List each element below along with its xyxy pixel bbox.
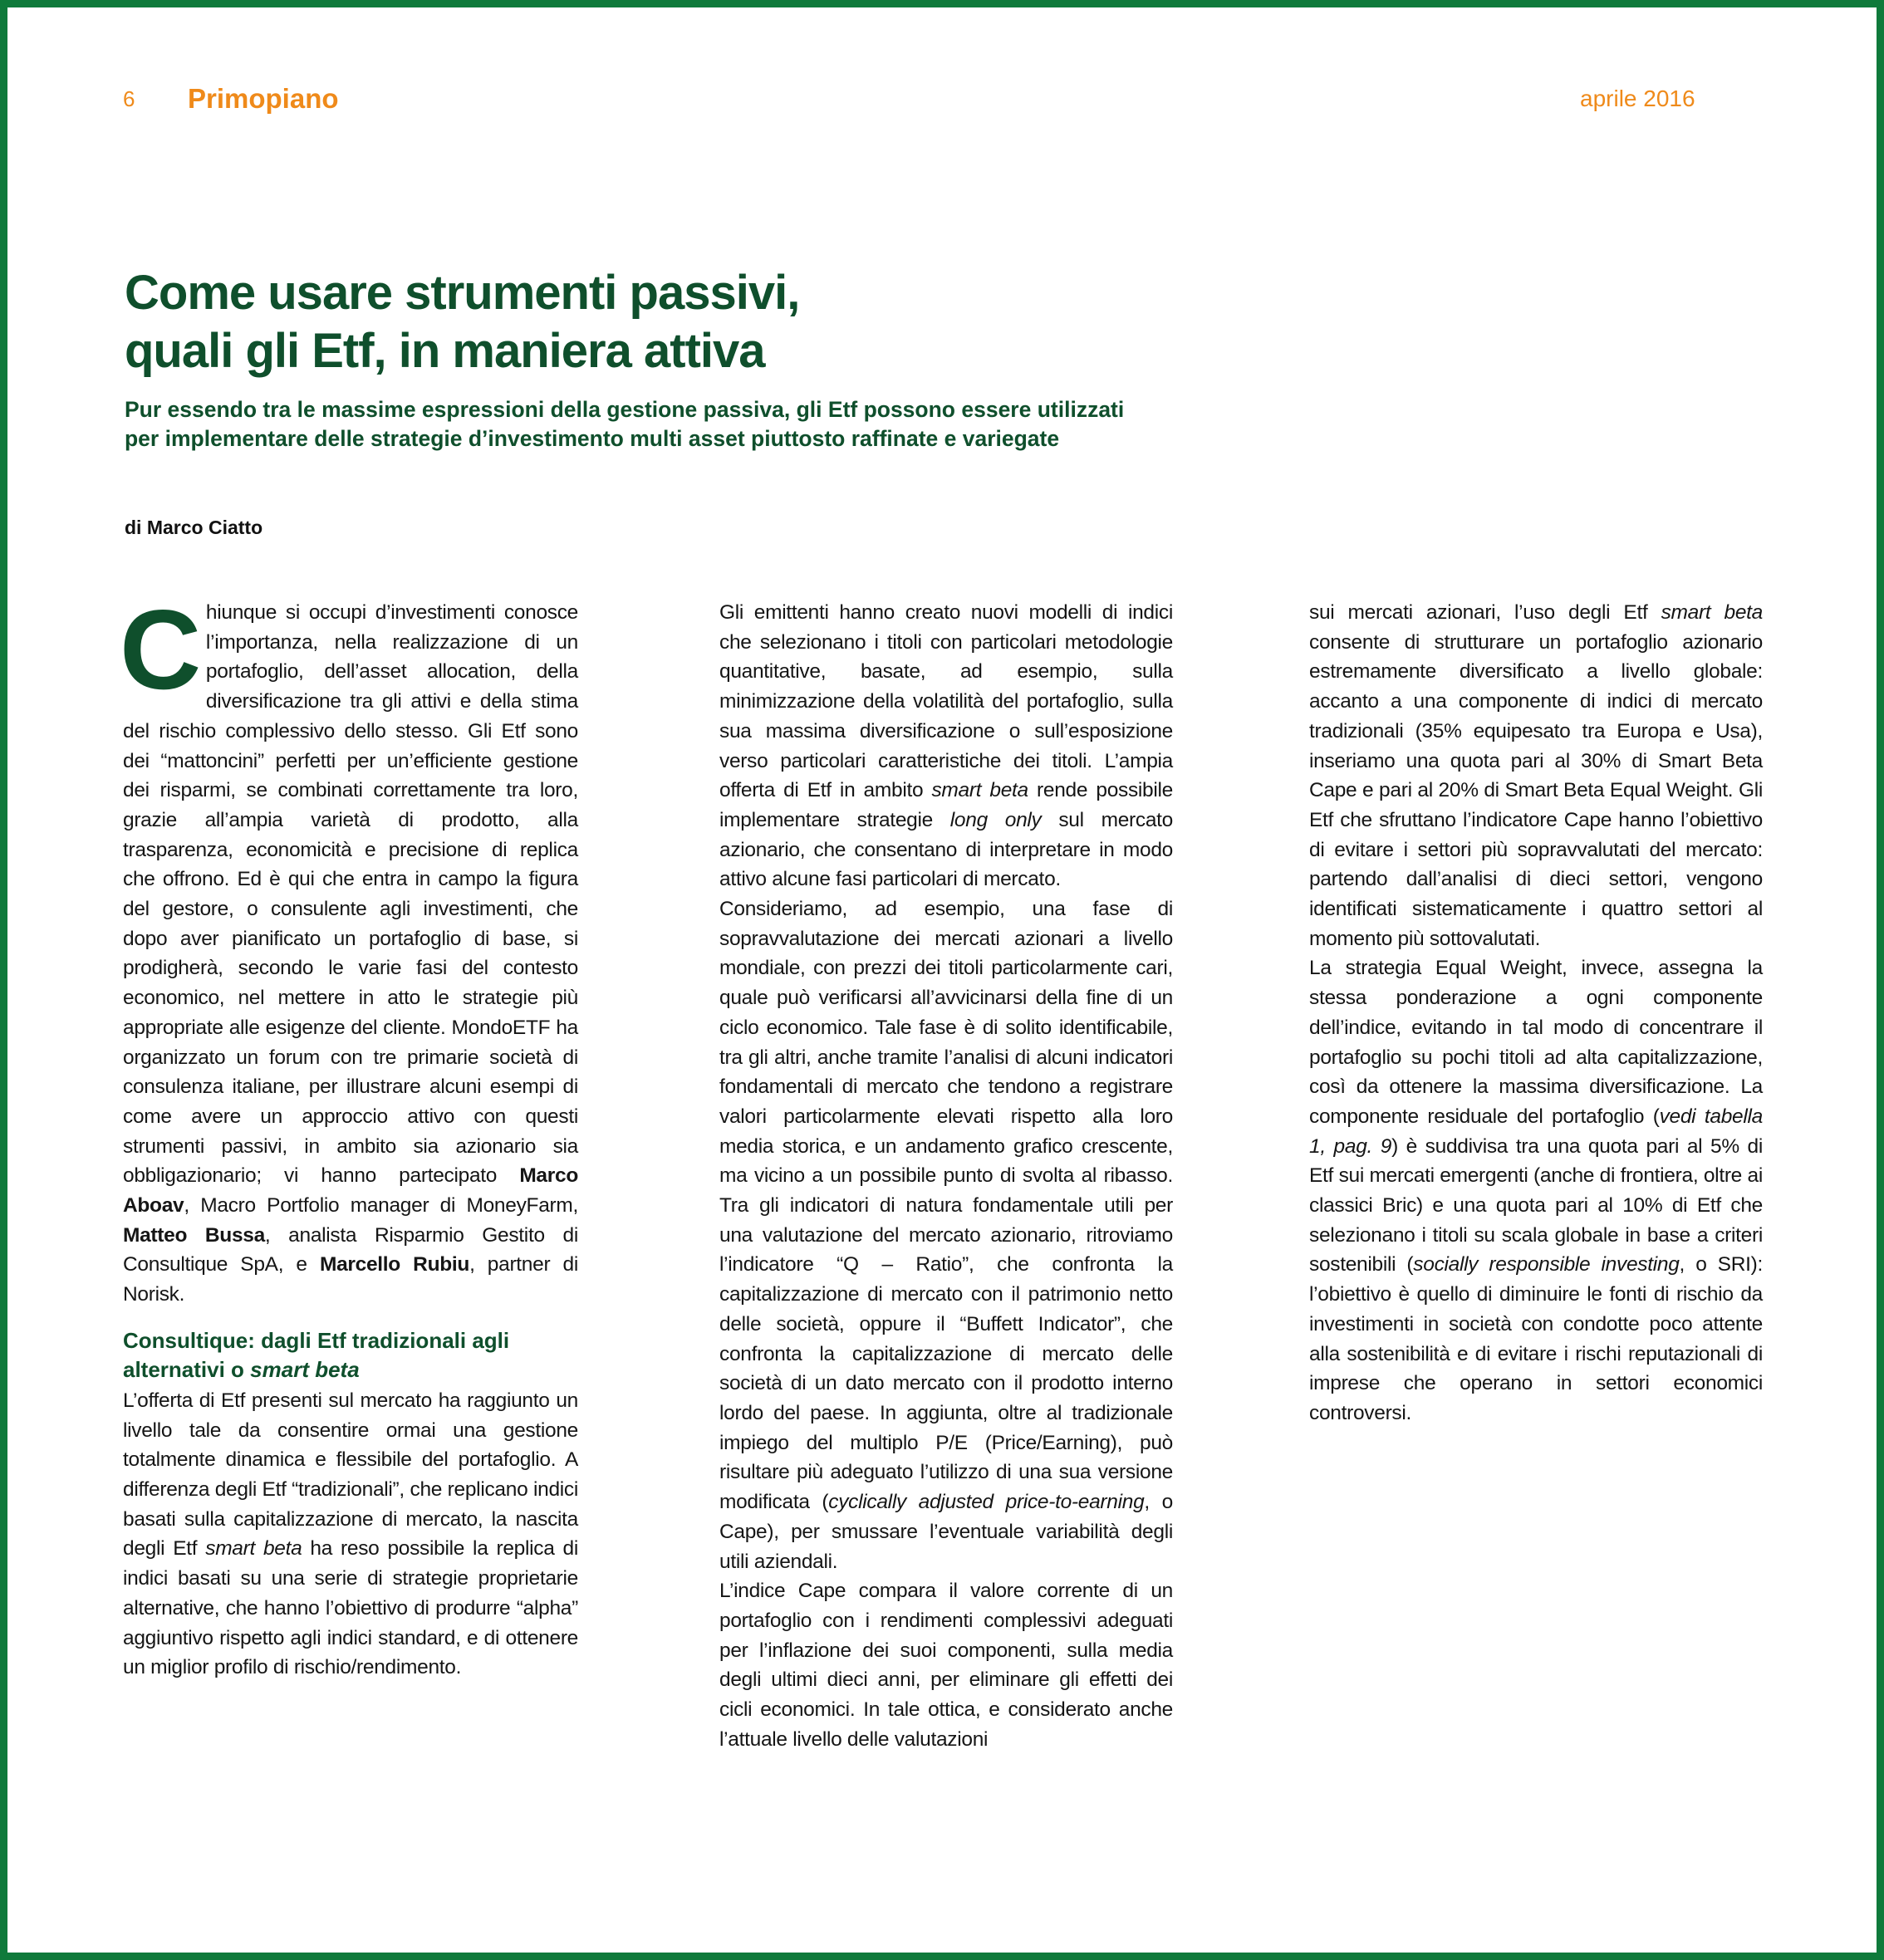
page-number: 6 bbox=[123, 86, 135, 111]
byline: di Marco Ciatto bbox=[125, 517, 263, 538]
intro-paragraph: Chiunque si occupi d’investimenti conosce l’importanza, nella realizzazione di un portafoglio, dell’asset allocation, della diversificazione tra gli attivi e della stima del rischio complessivo dello stesso. Gli Etf sono dei “mattoncini” perfetti per un’efficiente gestione dei risparmi, se combinati correttamente tra loro, grazie all’ampia varietà di prodotto, alla trasparenza, economicità e precisione di replica che offrono. Ed è qui che entra in campo la figura del gestore, o consulente agli investimenti, che dopo aver pianificato un portafoglio di base, si prodigherà, secondo le varie fasi del contesto economico, nel mettere in atto le strategie più appropriate alle esigenze del cliente. MondoETF ha organizzato un forum con tre primarie società di consulenza italiane, per illustrare alcuni esempi di come avere un approccio attivo con questi strumenti passivi, in ambito sia azionario sia obbligazionario; vi hanno partecipato Marco Aboav, Macro Portfolio manager di MoneyFarm, Matteo Bussa, analista Risparmio Gestito di Consultique SpA, e Marcello Rubiu, partner di Norisk. bbox=[120, 586, 578, 1306]
body-paragraph: Consideriamo, ad esempio, una fase di sopravvalutazione dei mercati azionari a livello mondiale, con prezzi dei titoli particolarmente cari, quale può verificarsi all’avvicinarsi della fine di un ciclo economico. Tale fase è di solito identificabile, tra gli altri, anche tramite l’analisi di alcuni indicatori fondamentali di mercato che tendono a registrare valori particolarmente elevati rispetto alla loro media storica, e un andamento grafico crescente, ma vicino a un possibile punto di svolta al ribasso. Tra gli indicatori di natura fondamentale utili per una valutazione del mercato azionario, ritroviamo l’indicatore “Q – Ratio”, che confronta la capitalizzazione di mercato con il patrimonio netto delle società, oppure il “Buffett Indicator”, che confronta la capitalizzazione di mercato delle società di un dato mercato con il prodotto interno lordo del paese. In aggiunta, oltre al tradizionale impiego del multiplo P/E (Price/Earning), può risultare più adeguato l’utilizzo di una sua versione modificata (cyclically adjusted price-to-earning, o Cape), per smussare l’eventuale variabilità degli utili aziendali. bbox=[719, 898, 1173, 1573]
body-paragraph: sui mercati azionari, l’uso degli Etf smart beta consente di strutturare un portafoglio azionario estremamente diversificato a livello globale: accanto a una componente di indici di mercato tradizionali (35% equipesato tra Europa e Usa), inseriamo una quota pari al 30% di Smart Beta Cape e pari al 20% di Smart Beta Equal Weight. Gli Etf che sfruttano l’indicatore Cape hanno l’obiettivo di evitare i settori più sopravvalutati del mercato: partendo dall’analisi di dieci settori, vengono identificati sistematicamente i quattro settori al momento più sottovalutati. bbox=[1309, 601, 1763, 950]
section-subhead: Consultique: dagli Etf tradizionali agli alternativi o smart beta bbox=[123, 1327, 510, 1382]
body-paragraph: L’offerta di Etf presenti sul mercato ha raggiunto un livello tale da consentire ormai una gestione totalmente dinamica e flessibile del portafoglio. A differenza degli Etf “tradizionali”, che replicano indici basati sulla capitalizzazione di mercato, la nascita degli Etf smart beta ha reso possibile la replica di indici basati su una serie di strategie proprietarie alternative, che hanno l’obiettivo di produrre “alpha” aggiuntivo rispetto agli indici standard, e di ottenere un miglior profilo di rischio/rendimento. bbox=[123, 1389, 578, 1679]
body-paragraph: L’indice Cape compara il valore corrente di un portafoglio con i rendimenti complessivi adeguati per l’inflazione dei suoi componenti, sulla media degli ultimi dieci anni, per eliminare gli effetti dei cicli economici. In tale ottica, e considerato anche l’attuale livello delle valutazioni bbox=[719, 1580, 1173, 1751]
body-paragraph: Gli emittenti hanno creato nuovi modelli di indici che selezionano i titoli con particolari metodologie quantitative, basate, ad esempio, sulla minimizzazione della volatilità del portafoglio, sulla sua massima diversificazione o sull’esposizione verso particolari caratteristiche dei titoli. L’ampia offerta di Etf in ambito smart beta rende possibile implementare strategie long only sul mercato azionario, che consentano di interpretare in modo attivo alcune fasi particolari di mercato. bbox=[719, 601, 1174, 891]
article-column-1 bbox=[120, 586, 578, 1683]
title-line: quali gli Etf, in maniera attiva bbox=[125, 324, 765, 378]
subtitle-line: Pur essendo tra le massime espressioni della gestione passiva, gli Etf possono essere utilizzati bbox=[125, 397, 1125, 422]
issue-date: aprile 2016 bbox=[1580, 86, 1695, 111]
body-paragraph: La strategia Equal Weight, invece, assegna la stessa ponderazione a ogni componente dell’indice, evitando in tal modo di concentrare il portafoglio su pochi titoli ad alta capitalizzazione, così da ottenere la massima diversificazione. La componente residuale del portafoglio (vedi tabella 1, pag. 9) è suddivisa tra una quota pari al 5% di Etf sui mercati emergenti (anche di frontiera, oltre ai classici Bric) e una quota pari al 10% di Etf che selezionano i titoli su scala globale in base a criteri sostenibili (socially responsible investing, o SRI): l’obiettivo è quello di diminuire le fonti di rischio da investimenti in società con condotte poco attente alla sostenibilità e di evitare i rischi reputazionali di imprese che operano in settori economici controversi. bbox=[1309, 957, 1763, 1424]
participant-name: Marcello Rubiu bbox=[319, 1253, 470, 1276]
subtitle-line: per implementare delle strategie d’investimento multi asset piuttosto raffinate e variegate bbox=[125, 426, 1060, 451]
section-name: Primopiano bbox=[188, 83, 339, 114]
drop-cap: C bbox=[120, 586, 201, 713]
participant-name: Marco Aboav bbox=[123, 1164, 578, 1218]
article-title bbox=[125, 264, 1454, 380]
article-column-3 bbox=[1309, 598, 1763, 1428]
participant-name: Matteo Bussa bbox=[123, 1223, 265, 1247]
article-subtitle bbox=[125, 395, 1288, 453]
title-line: Come usare strumenti passivi, bbox=[125, 266, 800, 320]
article-column-2 bbox=[719, 598, 1173, 1754]
